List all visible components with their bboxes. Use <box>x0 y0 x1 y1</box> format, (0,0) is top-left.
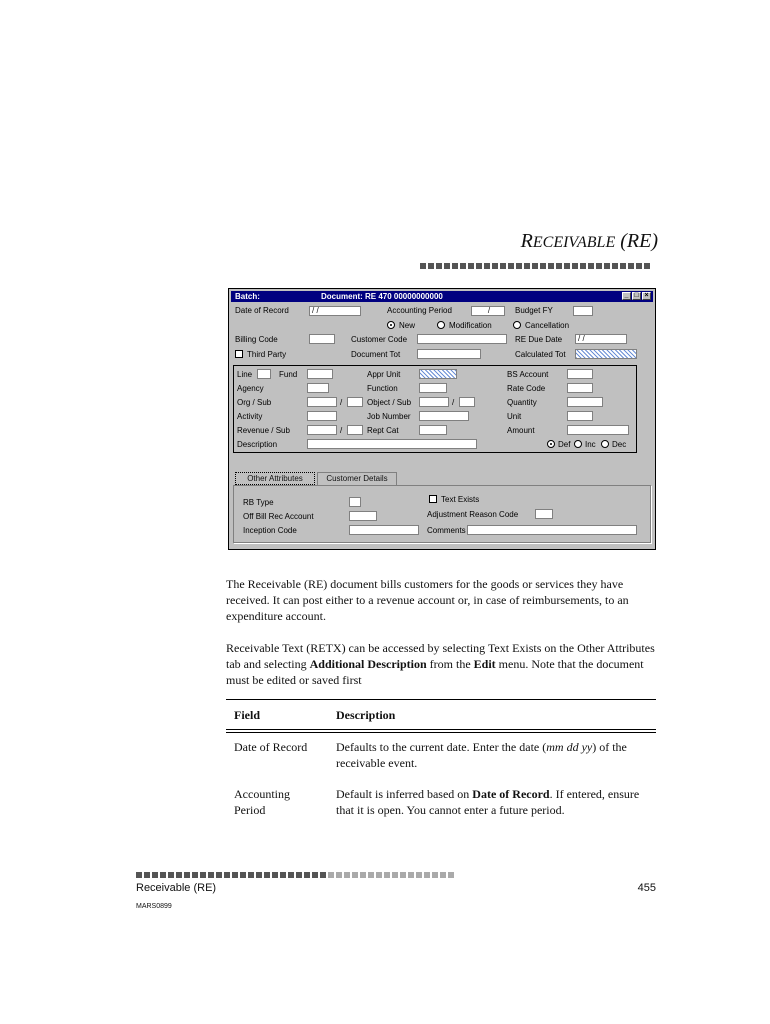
quantity-field[interactable] <box>567 397 603 407</box>
new-radio[interactable] <box>387 321 395 329</box>
adjustment-reason-code-field[interactable] <box>535 509 553 519</box>
rept-cat-label: Rept Cat <box>367 426 399 435</box>
page-title: RECEIVABLE (RE) <box>520 230 658 252</box>
bs-account-field[interactable] <box>567 369 593 379</box>
batch-label: Batch: <box>235 292 260 301</box>
close-icon[interactable]: × <box>642 292 651 300</box>
table-row-field: Date of Record <box>234 740 308 754</box>
re-due-date-label: RE Due Date <box>515 335 563 344</box>
object-separator: / <box>452 398 455 407</box>
text-exists-label: Text Exists <box>441 495 480 504</box>
off-bill-rec-account-label: Off Bill Rec Account <box>243 512 314 521</box>
budget-fy-label: Budget FY <box>515 306 553 315</box>
window-title-bar <box>231 291 653 302</box>
document-tot-field[interactable] <box>417 349 481 359</box>
job-number-label: Job Number <box>367 412 411 421</box>
agency-label: Agency <box>237 384 264 393</box>
third-party-label: Third Party <box>247 350 287 359</box>
description-column-header: Description <box>336 708 396 722</box>
table-header-rule-2 <box>226 732 656 733</box>
budget-fy-field[interactable] <box>573 306 593 316</box>
appr-unit-field[interactable] <box>419 369 457 379</box>
minimize-icon[interactable]: _ <box>622 292 631 300</box>
tab-other-attributes[interactable]: Other Attributes <box>235 472 315 485</box>
table-top-rule <box>226 699 656 700</box>
inc-label: Inc <box>585 440 596 449</box>
org-sub-label: Org / Sub <box>237 398 272 407</box>
re-due-date-field[interactable]: / / <box>575 334 627 344</box>
document-tot-label: Document Tot <box>351 350 401 359</box>
sub-org-field[interactable] <box>347 397 363 407</box>
third-party-checkbox[interactable] <box>235 350 243 358</box>
date-of-record-label: Date of Record <box>235 306 289 315</box>
rate-code-field[interactable] <box>567 383 593 393</box>
table-header-rule-1 <box>226 729 656 730</box>
line-field[interactable] <box>257 369 271 379</box>
inception-code-field[interactable] <box>349 525 419 535</box>
field-column-header: Field <box>234 708 260 722</box>
intro-paragraph: The Receivable (RE) document bills customers for the goods or services they have received. It can post either to a revenue account or, in case of reimbursements, to an expenditure account. <box>226 577 629 623</box>
table-row-description: Default is inferred based on Date of Record. If entered, ensure that it is open. You cannot enter a future period. <box>336 787 640 817</box>
modification-radio[interactable] <box>437 321 445 329</box>
sub-object-field[interactable] <box>459 397 475 407</box>
dec-label: Dec <box>612 440 627 449</box>
re-document-window <box>228 288 656 550</box>
accounting-period-field[interactable]: / <box>471 306 505 316</box>
footer-section-title: Receivable (RE) <box>136 882 217 894</box>
calculated-tot-field <box>575 349 637 359</box>
activity-label: Activity <box>237 412 263 421</box>
bs-account-label: BS Account <box>507 370 549 379</box>
revenue-separator: / <box>340 426 343 435</box>
revenue-sub-label: Revenue / Sub <box>237 426 290 435</box>
def-label: Def <box>558 440 571 449</box>
text-exists-checkbox[interactable] <box>429 495 437 503</box>
line-label: Line <box>237 370 253 379</box>
description-label: Description <box>237 440 278 449</box>
customer-code-field[interactable] <box>417 334 507 344</box>
appr-unit-label: Appr Unit <box>367 370 401 379</box>
table-row-description: Defaults to the current date. Enter the date (mm dd yy) of the receivable event. <box>336 740 627 770</box>
org-separator: / <box>340 398 343 407</box>
inception-code-label: Inception Code <box>243 526 297 535</box>
quantity-label: Quantity <box>507 398 537 407</box>
amount-label: Amount <box>507 426 535 435</box>
rb-type-label: RB Type <box>243 498 274 507</box>
def-radio[interactable] <box>547 440 555 448</box>
table-row-field: Accounting Period <box>234 787 290 817</box>
adjustment-reason-code-label: Adjustment Reason Code <box>427 510 519 519</box>
footer-decoration <box>136 872 326 878</box>
rate-code-label: Rate Code <box>507 384 546 393</box>
object-field[interactable] <box>419 397 449 407</box>
function-field[interactable] <box>419 383 447 393</box>
unit-label: Unit <box>507 412 522 421</box>
date-of-record-field[interactable]: / / <box>309 306 361 316</box>
object-sub-label: Object / Sub <box>367 398 412 407</box>
tab-customer-details[interactable]: Customer Details <box>317 472 397 485</box>
billing-code-field[interactable] <box>309 334 335 344</box>
dec-radio[interactable] <box>601 440 609 448</box>
job-number-field[interactable] <box>419 411 469 421</box>
page-number: 455 <box>637 882 656 894</box>
accounting-period-label: Accounting Period <box>387 306 452 315</box>
fund-field[interactable] <box>307 369 333 379</box>
activity-field[interactable] <box>307 411 337 421</box>
customer-code-label: Customer Code <box>351 335 408 344</box>
cancellation-radio[interactable] <box>513 321 521 329</box>
cancellation-label: Cancellation <box>525 321 570 330</box>
rb-type-field[interactable] <box>349 497 361 507</box>
sub-revenue-field[interactable] <box>347 425 363 435</box>
modification-label: Modification <box>449 321 492 330</box>
comments-label: Comments <box>427 526 466 535</box>
document-code: MARS0899 <box>136 903 172 910</box>
comments-field[interactable] <box>467 525 637 535</box>
off-bill-rec-account-field[interactable] <box>349 511 377 521</box>
amount-field[interactable] <box>567 425 629 435</box>
fund-label: Fund <box>279 370 298 379</box>
billing-code-label: Billing Code <box>235 335 278 344</box>
retx-paragraph: Receivable Text (RETX) can be accessed by selecting Text Exists on the Other Attributes tab and selecting Additional Description from the Edit menu. Note that the document must be edited or saved first <box>226 641 655 687</box>
footer-decoration-fade <box>328 872 454 878</box>
org-field[interactable] <box>307 397 337 407</box>
calculated-tot-label: Calculated Tot <box>515 350 566 359</box>
inc-radio[interactable] <box>574 440 582 448</box>
maximize-icon[interactable]: □ <box>632 292 641 300</box>
function-label: Function <box>367 384 398 393</box>
unit-field[interactable] <box>567 411 593 421</box>
document-label: Document: RE 470 00000000000 <box>321 292 443 301</box>
description-field[interactable] <box>307 439 477 449</box>
revenue-field[interactable] <box>307 425 337 435</box>
title-decoration <box>420 263 650 269</box>
new-label: New <box>399 321 416 330</box>
rept-cat-field[interactable] <box>419 425 447 435</box>
agency-field[interactable] <box>307 383 329 393</box>
